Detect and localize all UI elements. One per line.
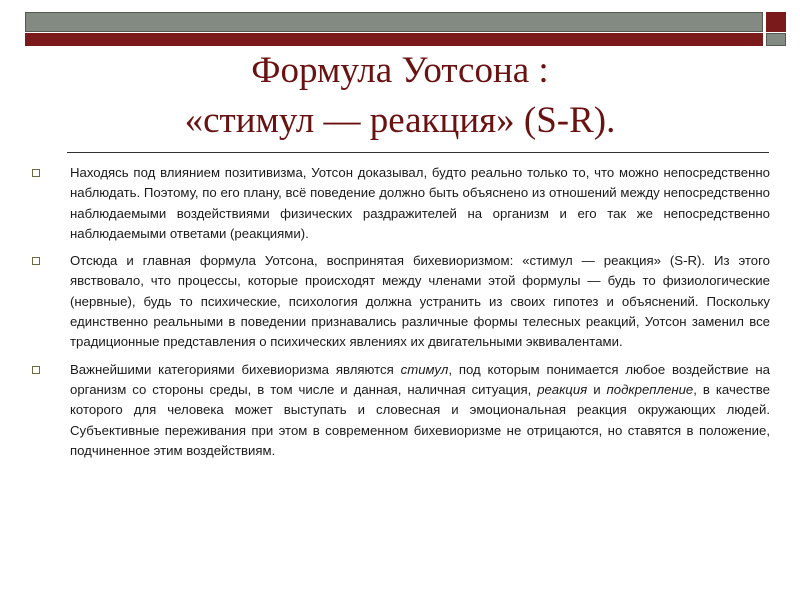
term-stimulus: стимул [400,361,449,377]
title-divider [67,152,769,153]
bullet-item-3 [30,360,770,461]
header-olive-bar [25,12,763,32]
slide-title-line-1: Формула Уотсона : [251,50,549,91]
slide-title-line-2: «стимул — реакция» (S-R). [184,100,616,141]
bullet-text-part: и [587,381,607,397]
term-reinforcement: подкрепление [606,381,694,397]
square-bullet-icon [32,169,40,177]
header-olive-square [766,33,786,46]
bullet-item-1 [30,163,770,244]
square-bullet-icon [32,257,40,265]
term-reaction: реакция [537,381,588,397]
slide-title [60,46,740,146]
bullet-text-part: , под которым понимается любое воздействие на организм со стороны среды, в том числе и данная, наличная ситуация, [70,361,770,397]
header-red-square [766,12,786,32]
bullet-text: Находясь под влиянием позитивизма, Уотсон доказывал, будто реально только то, что можно непосредственно наблюдать. Поэтому, по его плану, всё поведение должно быть объяснено из отношений между непосредственно наблюдаемыми воздействиями физических раздражителей на организм и его так же непосредственно наблюдаемыми ответами (реакциями). [70,165,770,241]
square-bullet-icon [32,366,40,374]
header-red-bar [25,33,763,46]
bullet-text: Отсюда и главная формула Уотсона, воспринятая бихевиоризмом: «стимул — реакция» (S-R). Из этого явствовало, что процессы, которые происходят между членами этой формулы — будь то физиологические (нервные), будь то психические, психология должна устранить из своих гипотез и объяснений. Поскольку единственно реальными в поведении признавались различные формы телесных реакций, Уотсон заменил все традиционные представления о психических явлениях их двигательными эквивалентами. [70,253,770,350]
bullet-text-part: , в качестве которого для человека может выступать и словесная и эмоциональная реакция окружающих людей. Субъективные переживания при этом в современном бихевиоризме не отрицаются, но ставятся в положение, подчиненное этим воздействиям. [70,381,770,458]
bullet-item-2 [30,251,770,352]
bullet-text-part: Важнейшими категориями бихевиоризма являются [70,361,401,377]
bullet-list [30,163,770,468]
